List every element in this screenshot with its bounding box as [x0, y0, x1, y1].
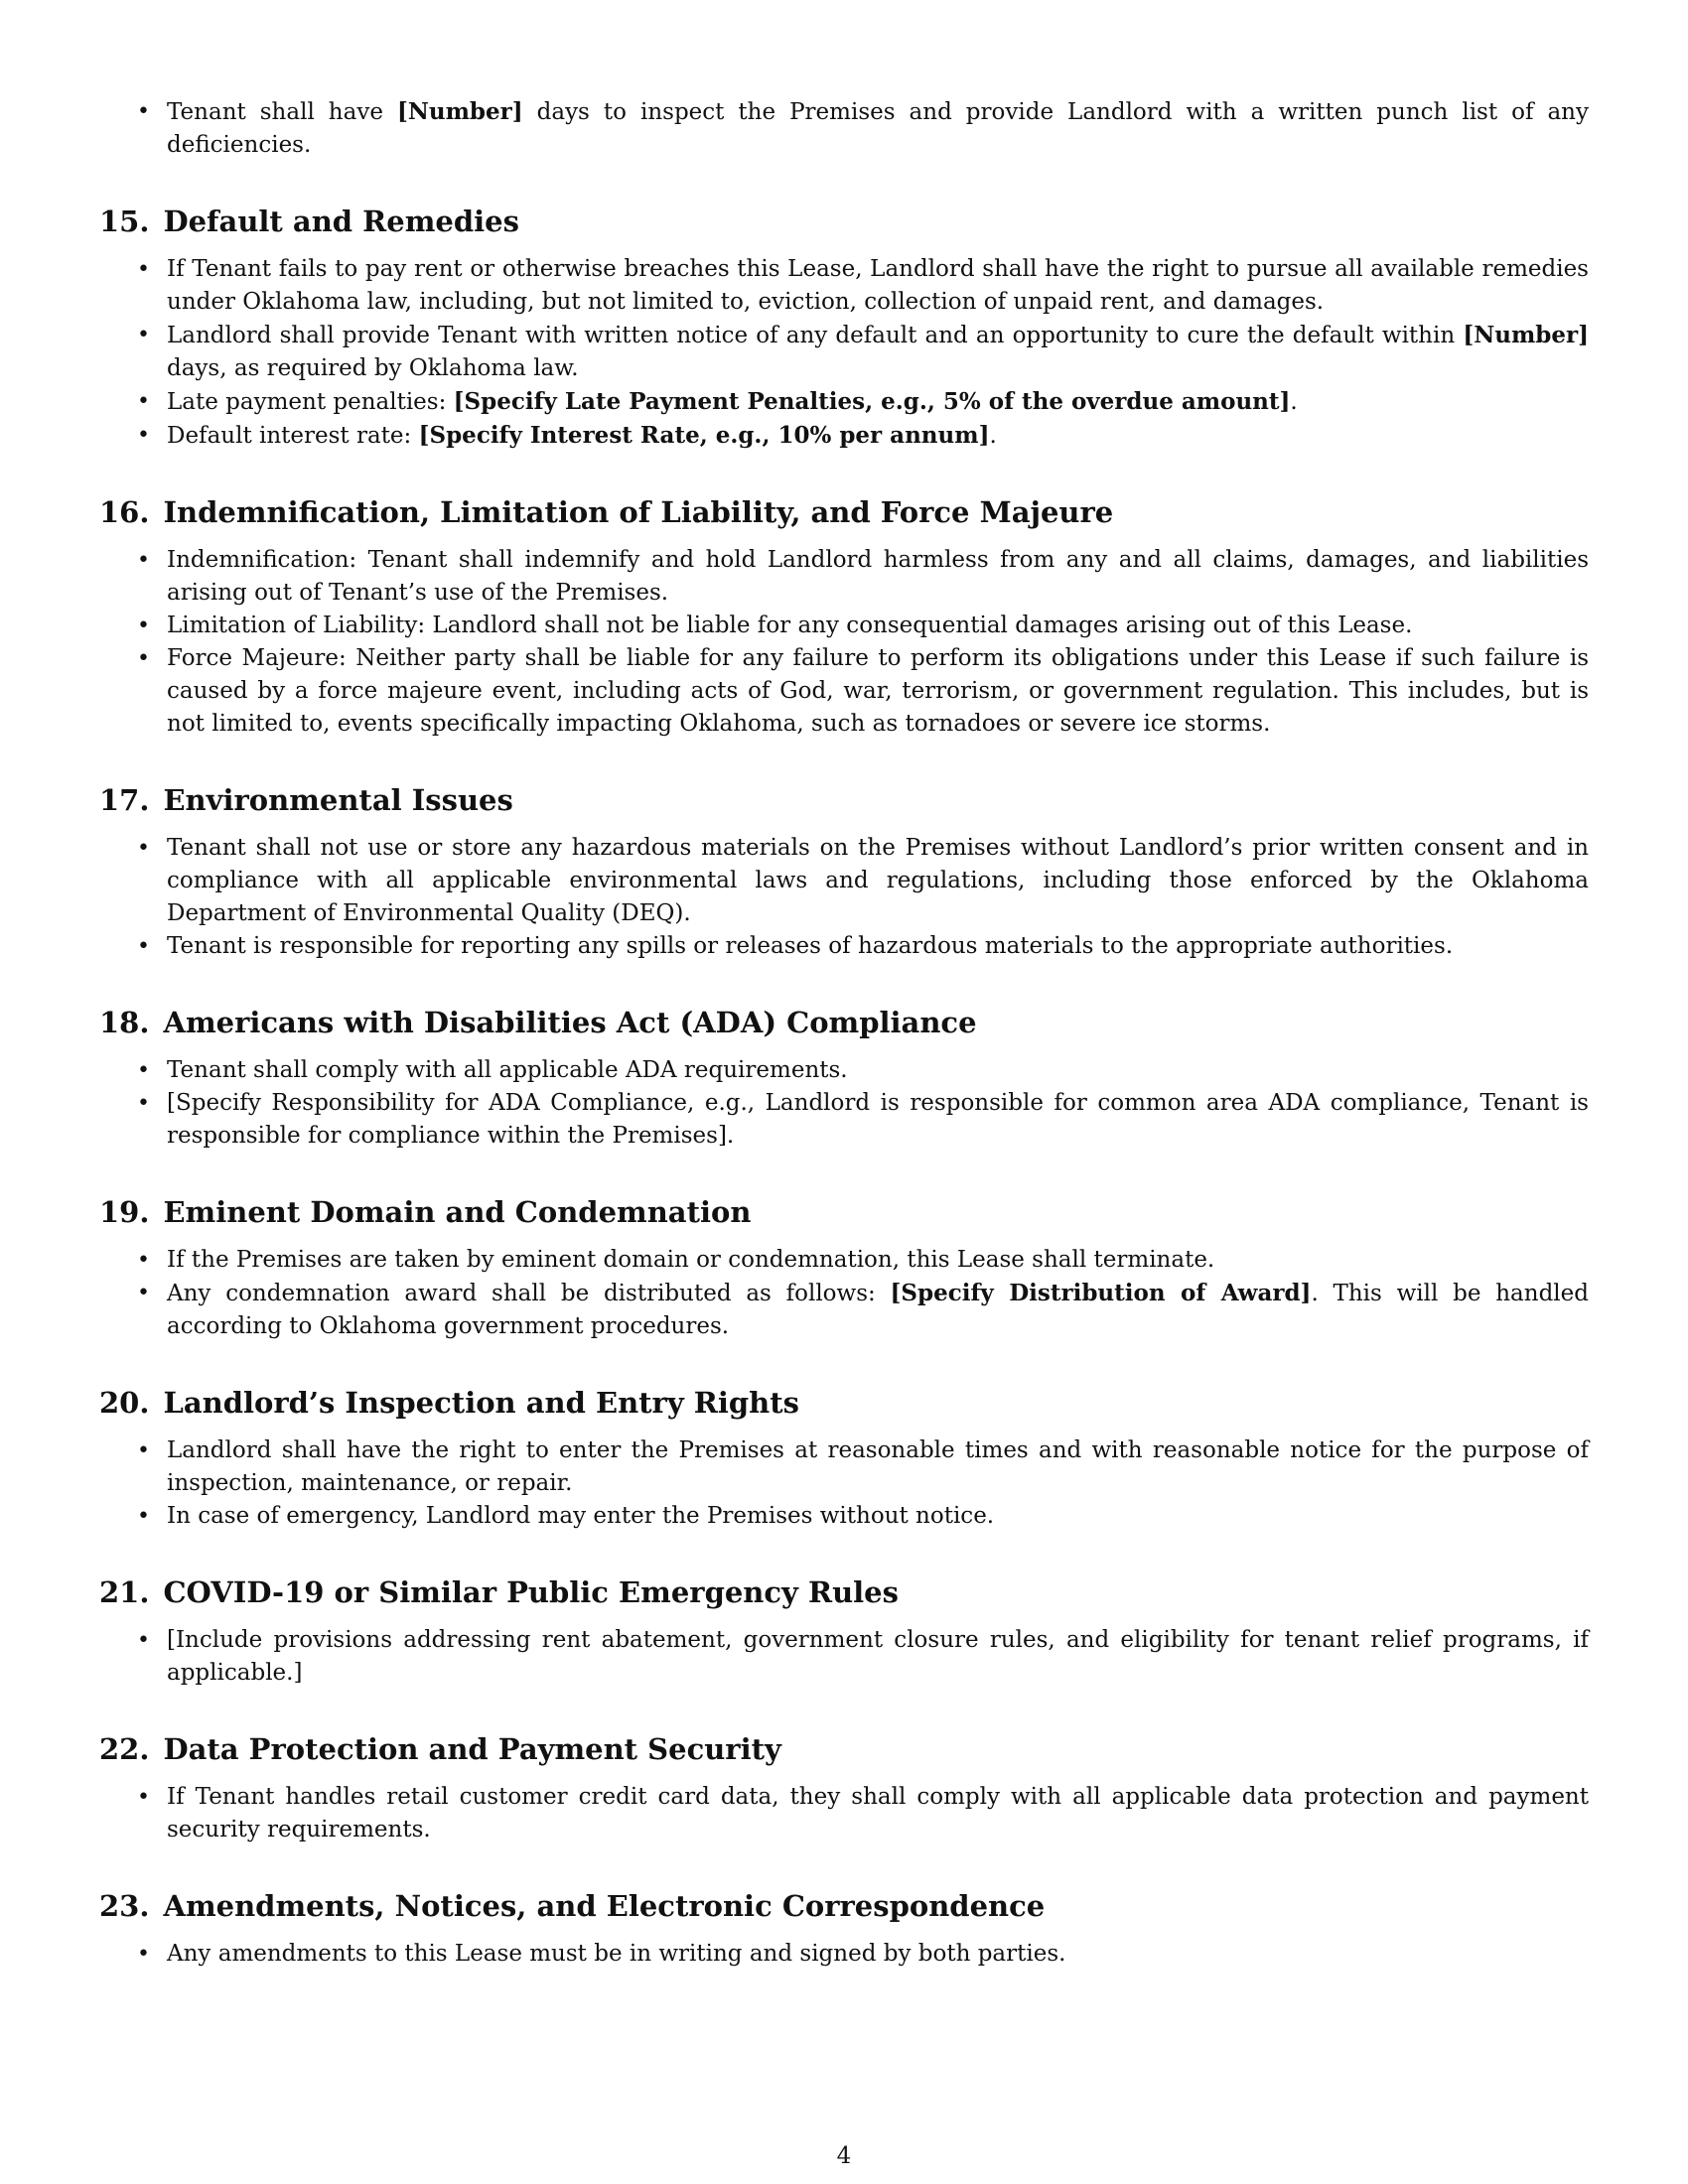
- placeholder-text: [Number]: [396, 98, 523, 125]
- section: [99, 1194, 1589, 1343]
- list-item: [99, 1244, 1589, 1277]
- bullet-list: [99, 1624, 1589, 1690]
- section: [99, 1005, 1589, 1153]
- item-text: Tenant is responsible for reporting any spills or releases of hazardous materials to the appropriate authorities.: [167, 933, 1454, 959]
- item-text: Tenant shall not use or store any hazardous materials on the Premises without Landlord’s prior written consent and in compliance with all applicable environmental laws and regulations, including those enforced by the Oklahoma Department of Environmental Quality (DEQ).: [167, 835, 1589, 926]
- list-item: [99, 1938, 1589, 1971]
- section-title: Landlord’s Inspection and Entry Rights: [163, 1386, 799, 1420]
- section-title: Americans with Disabilities Act (ADA) Compliance: [163, 1006, 977, 1039]
- section-title: Default and Remedies: [163, 205, 519, 238]
- placeholder-text: [Number]: [1463, 322, 1589, 348]
- item-text: Late payment penalties:: [167, 389, 454, 415]
- section-title: Indemnification, Limitation of Liability, and Force Majeure: [163, 495, 1114, 529]
- bullet-list: [99, 1434, 1589, 1533]
- section-title: Environmental Issues: [163, 783, 513, 817]
- section: [99, 494, 1589, 741]
- list-item: [99, 319, 1589, 385]
- placeholder-text: [Specify Distribution of Award]: [890, 1280, 1312, 1306]
- section-heading: [99, 204, 1589, 239]
- section-title: COVID-19 or Similar Public Emergency Rules: [163, 1575, 899, 1609]
- bullet-list: [99, 1938, 1589, 1971]
- bullet-list: [99, 1054, 1589, 1153]
- section-number: 20.: [99, 1386, 150, 1420]
- list-item: [99, 1054, 1589, 1087]
- section: [99, 1731, 1589, 1846]
- item-text: Force Majeure: Neither party shall be liable for any failure to perform its obligations under this Lease if such failure is caused by a force majeure event, including acts of God, war, terrorism, or government regulation. This includes, but is not limited to, events specifically impacting Oklahoma, such as tornadoes or severe ice storms.: [167, 645, 1589, 737]
- section-title: Amendments, Notices, and Electronic Correspondence: [163, 1889, 1046, 1923]
- item-text: Indemnification: Tenant shall indemnify and hold Landlord harmless from any and all claims, damages, and liabilities arising out of Tenant’s use of the Premises.: [167, 547, 1589, 606]
- item-text: Limitation of Liability: Landlord shall not be liable for any consequential damages arising out of this Lease.: [167, 613, 1413, 638]
- section-heading: [99, 1888, 1589, 1924]
- section: [99, 204, 1589, 453]
- item-text: days, as required by Oklahoma law.: [167, 355, 579, 381]
- item-text: Tenant shall comply with all applicable ADA requirements.: [167, 1057, 848, 1083]
- section-heading: [99, 1574, 1589, 1610]
- item-text: days to inspect the Premises and provide Landlord with a written punch list of any deficiencies.: [167, 99, 1589, 158]
- list-item: [99, 253, 1589, 319]
- item-text: Any amendments to this Lease must be in writing and signed by both parties.: [167, 1941, 1066, 1967]
- section: [99, 1385, 1589, 1533]
- section-heading: [99, 1005, 1589, 1040]
- list-item: [99, 832, 1589, 930]
- section-title: Data Protection and Payment Security: [163, 1732, 781, 1766]
- item-text: If the Premises are taken by eminent domain or condemnation, this Lease shall terminate.: [167, 1247, 1215, 1273]
- item-text: Landlord shall provide Tenant with written notice of any default and an opportunity to cure the default within: [167, 323, 1464, 348]
- section-number: 18.: [99, 1006, 150, 1039]
- document-body: [99, 95, 1589, 1971]
- section-continued: [99, 95, 1589, 162]
- item-text: Default interest rate:: [167, 423, 419, 449]
- placeholder-text: [Specify Late Payment Penalties, e.g., 5% of the overdue amount]: [453, 388, 1291, 415]
- section-heading: [99, 1731, 1589, 1767]
- page-number: 4: [836, 2143, 852, 2169]
- list-item: [99, 610, 1589, 642]
- item-text: In case of emergency, Landlord may enter the Premises without notice.: [167, 1503, 995, 1529]
- section-number: 19.: [99, 1195, 150, 1229]
- section-number: 23.: [99, 1889, 150, 1923]
- section: [99, 1888, 1589, 1971]
- item-text: [Include provisions addressing rent abatement, government closure rules, and eligibility for tenant relief programs, if applicable.]: [167, 1627, 1589, 1686]
- list-item: [99, 95, 1589, 162]
- list-item: [99, 544, 1589, 610]
- section-number: 16.: [99, 495, 150, 529]
- section-number: 22.: [99, 1732, 150, 1766]
- list-item: [99, 419, 1589, 453]
- bullet-list: [99, 253, 1589, 453]
- list-item: [99, 1277, 1589, 1343]
- item-text: [Specify Responsibility for ADA Compliance, e.g., Landlord is responsible for common area ADA compliance, Tenant is responsible for compliance within the Premises].: [167, 1090, 1589, 1149]
- placeholder-text: [Specify Interest Rate, e.g., 10% per annum]: [418, 422, 990, 449]
- bullet-list: [99, 95, 1589, 162]
- item-text: If Tenant handles retail customer credit card data, they shall comply with all applicable data protection and payment security requirements.: [167, 1784, 1589, 1843]
- section-heading: [99, 1194, 1589, 1230]
- section-number: 15.: [99, 205, 150, 238]
- item-text: . This will be handled according to Oklahoma government procedures.: [167, 1281, 1589, 1339]
- list-item: [99, 642, 1589, 741]
- section-heading: [99, 782, 1589, 818]
- section-title: Eminent Domain and Condemnation: [163, 1195, 752, 1229]
- item-text: Any condemnation award shall be distributed as follows:: [167, 1281, 891, 1306]
- list-item: [99, 385, 1589, 419]
- section-number: 21.: [99, 1575, 150, 1609]
- list-item: [99, 1087, 1589, 1153]
- section: [99, 782, 1589, 963]
- section-heading: [99, 1385, 1589, 1421]
- section-heading: [99, 494, 1589, 530]
- item-text: Landlord shall have the right to enter the Premises at reasonable times and with reasonable notice for the purpose of inspection, maintenance, or repair.: [167, 1437, 1589, 1496]
- bullet-list: [99, 1781, 1589, 1846]
- item-text: .: [989, 423, 997, 449]
- section: [99, 1574, 1589, 1690]
- list-item: [99, 1781, 1589, 1846]
- section-number: 17.: [99, 783, 150, 817]
- list-item: [99, 1500, 1589, 1533]
- list-item: [99, 1624, 1589, 1690]
- item-text: If Tenant fails to pay rent or otherwise breaches this Lease, Landlord shall have the right to pursue all available remedies under Oklahoma law, including, but not limited to, eviction, collection of unpaid rent, and damages.: [167, 256, 1589, 315]
- list-item: [99, 930, 1589, 963]
- item-text: .: [1290, 389, 1298, 415]
- item-text: Tenant shall have: [167, 99, 397, 125]
- bullet-list: [99, 1244, 1589, 1343]
- bullet-list: [99, 544, 1589, 741]
- list-item: [99, 1434, 1589, 1500]
- bullet-list: [99, 832, 1589, 963]
